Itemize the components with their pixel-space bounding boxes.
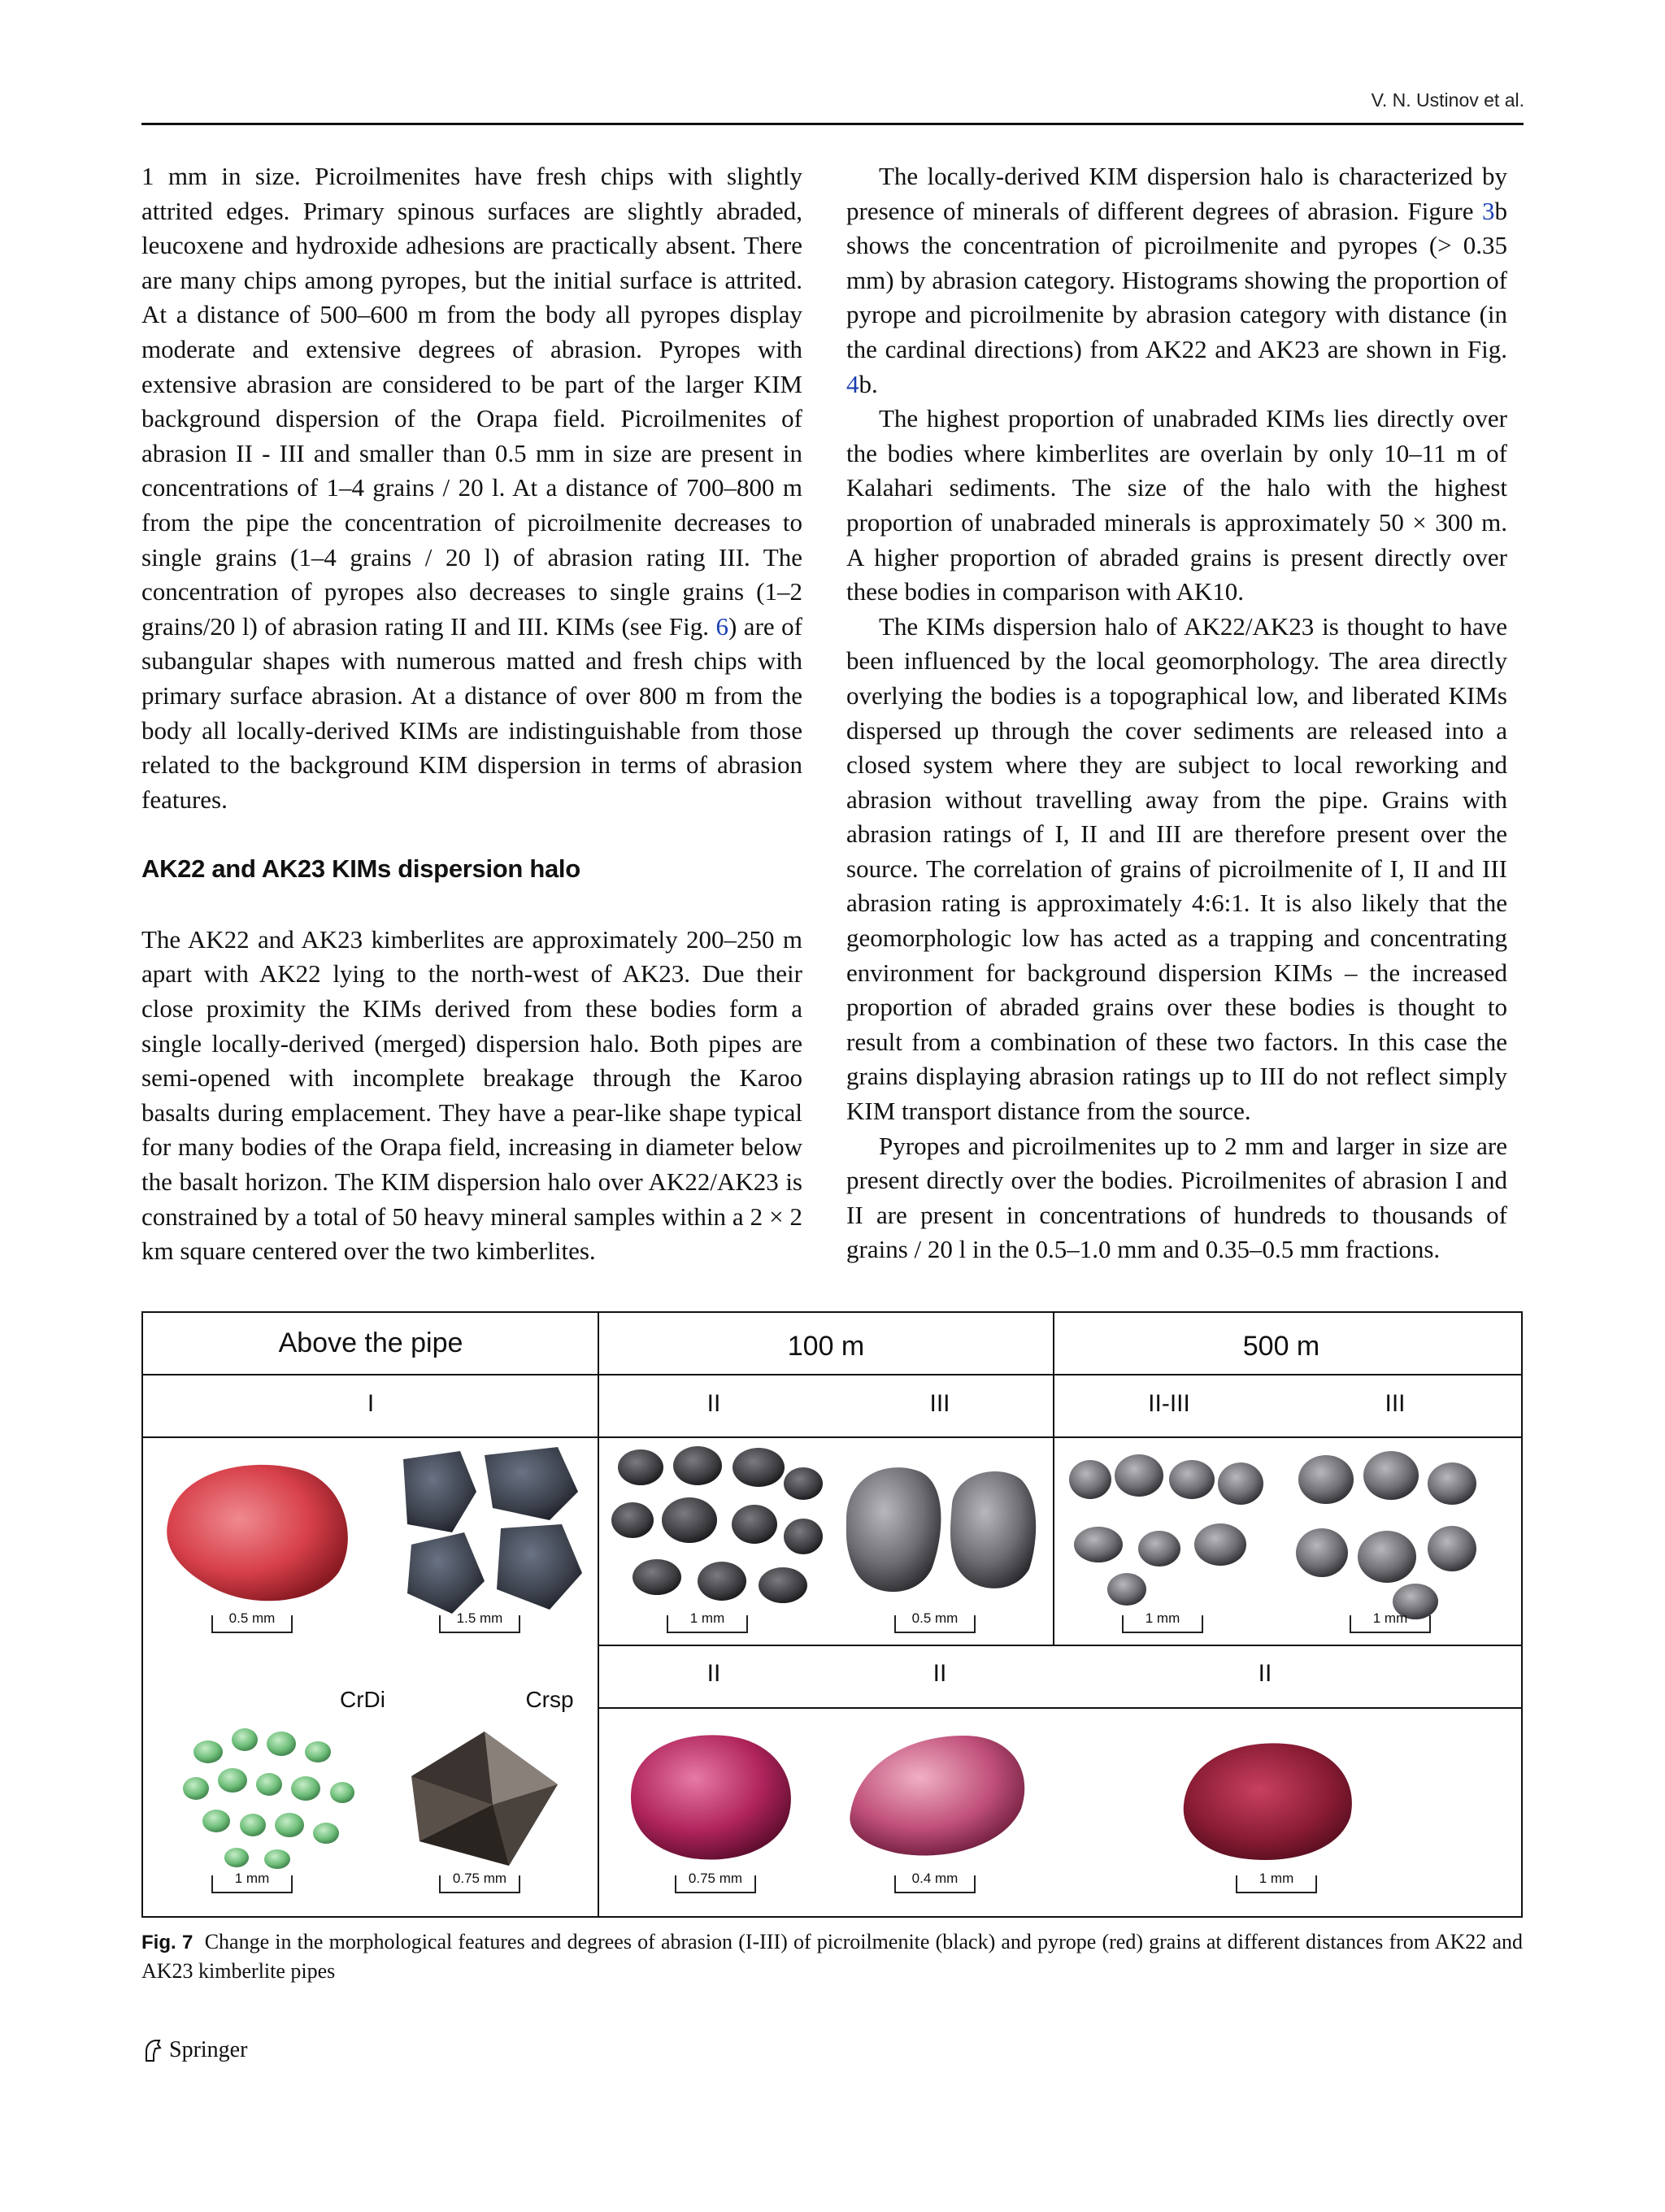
scale-bar: 0.4 mm xyxy=(894,1875,976,1893)
publisher-footer xyxy=(141,2037,247,2063)
section-heading: AK22 and AK23 KIMs dispersion halo xyxy=(141,854,580,884)
grid-divider xyxy=(598,1313,599,1916)
springer-horse-icon xyxy=(141,2038,163,2062)
grid-divider xyxy=(143,1436,1521,1438)
pyrope-grain-image xyxy=(1172,1727,1367,1874)
grid-divider xyxy=(598,1645,1521,1646)
scale-bar: 0.5 mm xyxy=(894,1615,976,1633)
right-column xyxy=(846,159,1507,1267)
right-paragraph-4: Pyropes and picroilmenites up to 2 mm and larger in size are present directly over the bodies. Picroilmenites of abrasion I and II are present in concentrations of hundreds to thousands of grains / 20 l in the 0.5–1.0 mm and 0.35–0.5 mm fractions. xyxy=(846,1131,1507,1264)
column-title-above-pipe: Above the pipe xyxy=(278,1328,463,1358)
right-paragraph-1: The locally-derived KIM dispersion halo is characterized by presence of minerals of different degrees of abrasion. Figure 3b shows the concentration of picroilmenite and pyropes (> 0.35 mm) by abrasion category. Histograms showing the proportion of pyrope and picroilmenite by abrasion category with distance (in the cardinal directions) from AK22 and AK23 are shown in Fig. 4b. xyxy=(846,162,1507,398)
pyrope-grain-image xyxy=(842,1723,1037,1870)
mineral-label-crsp: Crsp xyxy=(525,1687,574,1712)
picroilmenite-grains-image xyxy=(1285,1443,1505,1622)
scale-bar: 0.5 mm xyxy=(211,1615,293,1633)
scale-bar: 1 mm xyxy=(1350,1615,1431,1633)
fig-6-link[interactable]: 6 xyxy=(715,611,728,641)
left-paragraph-1: 1 mm in size. Picroilmenites have fresh chips with slightly attrited edges. Primary spinous surfaces are slightly abraded, leucoxene and hydroxide adhesions are practically absent. There are many chips among pyropes, but the initial surface is attrited. At a distance of 500–600 m from the body all pyropes display moderate and extensive degrees of abrasion. Pyropes with extensive abrasion are considered to be part of the larger KIM background dispersion of the Orapa field. Picroilmenites of abrasion II - III and smaller than 0.5 mm in size are present in concentrations of 1–4 grains / 20 l. At a distance of 700–800 m from the pipe the concentration of picroilmenite decreases to single grains (1–4 grains / 20 l) of abrasion rating III. The concentration of pyropes also decreases to single grains (1–2 grains/20 l) of abrasion rating II and III. KIMs (see Fig. 6) are of subangular shapes with numerous matted and fresh chips with primary surface abrasion. At a distance of over 800 m from the body all locally-derived KIMs are indistinguishable from those related to the background KIM dispersion in terms of abrasion features. xyxy=(141,162,802,814)
chromspinel-grain-image xyxy=(403,1727,566,1874)
pyrope-grain-image xyxy=(159,1451,363,1614)
mineral-label-crdi: CrDi xyxy=(340,1687,385,1712)
rating-label: II xyxy=(706,1390,721,1417)
figure-label: Fig. 7 xyxy=(141,1932,193,1953)
scale-bar: 1 mm xyxy=(1236,1875,1317,1893)
scale-bar: 1 mm xyxy=(667,1615,748,1633)
pyrope-grain-image xyxy=(619,1723,806,1870)
fig-4-link[interactable]: 4 xyxy=(846,369,859,398)
grid-divider xyxy=(598,1707,1521,1709)
scale-bar: 0.75 mm xyxy=(439,1875,520,1893)
header-rule xyxy=(141,123,1524,125)
right-paragraph-2: The highest proportion of unabraded KIMs lies directly over the bodies where kimberlites are overlain by only 10–11 m of Kalahari sediments. The size of the halo with the highest proportion of unabraded minerals is approximately 50 × 300 m. A higher proportion of abraded grains is present directly over these bodies in comparison with AK10. xyxy=(846,404,1507,606)
grid-divider xyxy=(143,1374,1521,1375)
rating-label: II-III xyxy=(1148,1390,1190,1417)
running-head: V. N. Ustinov et al. xyxy=(1371,89,1524,111)
rating-label: II xyxy=(932,1660,947,1687)
rating-label: I xyxy=(367,1390,375,1417)
column-title-500m: 500 m xyxy=(1242,1331,1320,1362)
scale-bar: 1 mm xyxy=(211,1875,293,1893)
scale-bar: 1 mm xyxy=(1122,1615,1203,1633)
rating-label: III xyxy=(929,1390,950,1417)
chromdiopside-grains-image xyxy=(176,1719,371,1874)
publisher-name: Springer xyxy=(169,2037,248,2062)
left-column xyxy=(141,159,802,1269)
picroilmenite-grains-image xyxy=(387,1443,590,1622)
picroilmenite-grains-image xyxy=(1062,1447,1273,1618)
scale-bar: 0.75 mm xyxy=(675,1875,756,1893)
figure-caption xyxy=(141,1927,1523,1985)
column-title-100m: 100 m xyxy=(787,1331,865,1362)
picroilmenite-grains-image xyxy=(838,1455,1041,1610)
figure-7 xyxy=(141,1311,1523,1918)
scale-bar: 1.5 mm xyxy=(439,1615,520,1633)
left-paragraph-2: The AK22 and AK23 kimberlites are approximately 200–250 m apart with AK22 lying to the north-west of AK23. Due their close proximity the KIMs derived from these bodies form a single locally-derived (merged) dispersion halo. Both pipes are semi-opened with incomplete breakage through the Karoo basalts during emplacement. They have a pear-like shape typical for many bodies of the Orapa field, increasing in diameter below the basalt horizon. The KIM dispersion halo over AK22/AK23 is constrained by a total of 50 heavy mineral samples within a 2 × 2 km square centered over the two kimberlites. xyxy=(141,924,802,1266)
caption-text: Change in the morphological features and degrees of abrasion (I-III) of picroilmenite (black) and pyrope (red) grains at different distances from AK22 and AK23 kimberlite pipes xyxy=(141,1930,1524,1983)
grid-divider xyxy=(1053,1313,1054,1645)
rating-label: II xyxy=(1258,1660,1272,1687)
right-paragraph-3: The KIMs dispersion halo of AK22/AK23 is thought to have been influenced by the local geomorphology. The area directly overlying the bodies is a topographical low, and liberated KIMs dispersed up through the cover sediments are released into a closed system where they are subject to local reworking and abrasion without travelling away from the pipe. Grains with abrasion ratings of I, II and III are therefore present over the source. The correlation of grains of picroilmenite of I, II and III abrasion rating is approximately 4:6:1. It is also likely that the geomorphologic low has acted as a trapping and concentrating environment for background dispersion KIMs – the increased proportion of abraded grains over these bodies is thought to result from a combination of these two factors. In this case the grains displaying abrasion ratings up to III do not reflect simply KIM transport distance from the source. xyxy=(846,611,1507,1126)
rating-label: III xyxy=(1385,1390,1406,1417)
picroilmenite-grains-image xyxy=(608,1443,828,1622)
fig-3-link[interactable]: 3 xyxy=(1482,196,1495,225)
rating-label: II xyxy=(706,1660,721,1687)
